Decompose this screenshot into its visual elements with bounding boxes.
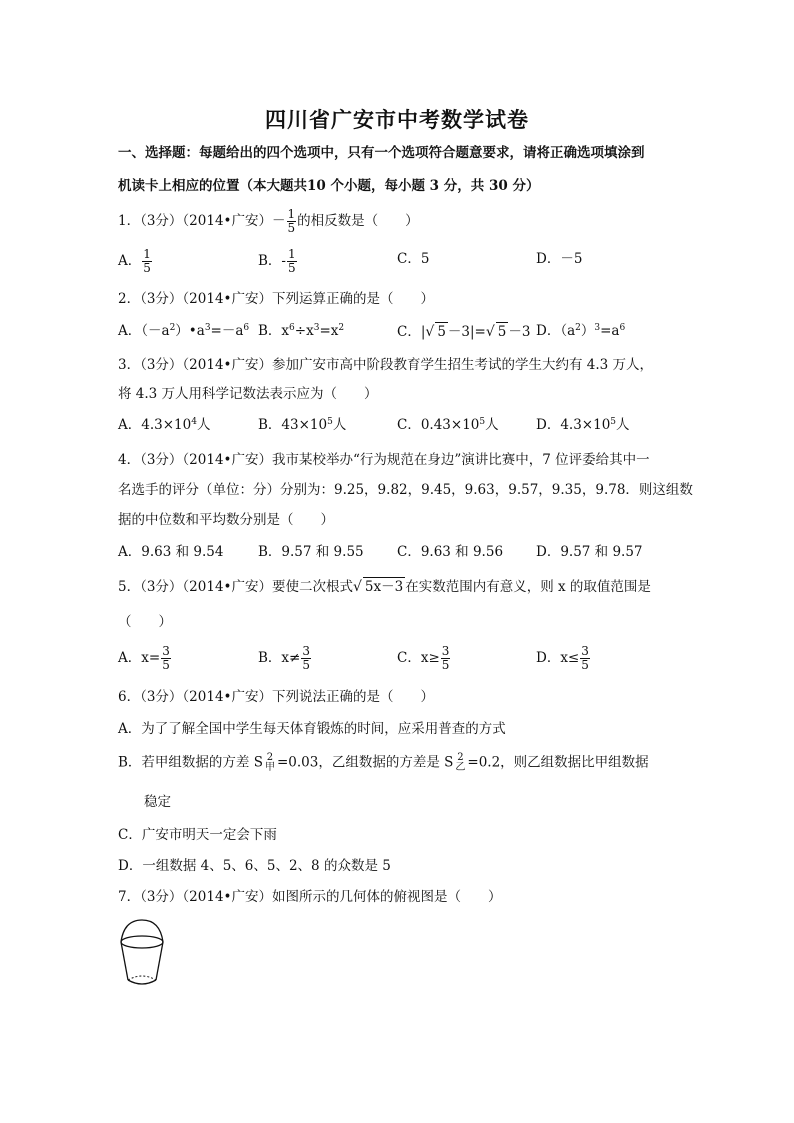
question-3-stem-line-1: 3．（3分）（2014•广安）参加广安市高中阶段教育学生招生考试的学生大约有 4.3 万人， <box>118 357 654 373</box>
q1-fraction-den: 5 <box>287 221 296 235</box>
figure-bottom-front <box>128 980 156 984</box>
q5-c-den: 5 <box>441 658 450 672</box>
q1-prefix: 1．（3分）（2014•广安）－ <box>118 213 286 229</box>
q1-fraction <box>287 208 297 235</box>
question-3-stem-line-2: 将 4.3 万人用科学记数法表示应为（ ） <box>118 386 378 402</box>
q5-b-fraction <box>301 645 311 672</box>
q2-a-text3: =－a <box>210 323 244 339</box>
q3-c-text: C．0.43×10 <box>397 417 480 433</box>
q3-b-exp: 5 <box>327 417 333 427</box>
q2-d-sup2: 3 <box>594 323 601 333</box>
q6-option-d[interactable]: D．一组数据 4、5、6、5、2、8 的众数是 5 <box>118 858 391 874</box>
page-title: 四川省广安市中考数学试卷 <box>265 107 529 132</box>
q2-d-text1: D．（a <box>536 323 576 339</box>
q6-b-sub1: 甲 <box>264 762 275 773</box>
q3-option-b[interactable] <box>258 416 346 434</box>
q1-b-num: 1 <box>287 247 296 261</box>
q1-fraction-num: 1 <box>287 207 296 221</box>
q2-option-b[interactable] <box>258 322 344 340</box>
q2-c-radicand2: 5 <box>497 324 507 340</box>
radical-sign-icon: √ <box>353 579 362 595</box>
question-6-stem: 6．（3分）（2014•广安）下列说法正确的是（ ） <box>118 689 434 705</box>
section-instructions-line-1: 一、选择题：每题给出的四个选项中，只有一个选项符合题意要求，请将正确选项填涂到 <box>118 145 645 161</box>
q2-b-text2: ÷x <box>294 323 314 339</box>
q3-option-c[interactable] <box>397 416 499 434</box>
q1-a-num: 1 <box>143 247 151 261</box>
q6-b-variance-1 <box>265 753 275 773</box>
q2-b-sup1: 6 <box>289 323 295 333</box>
radical-sign-icon: √ <box>425 324 435 340</box>
q6-option-b-line-2: 稳定 <box>144 794 171 810</box>
q6-b-sub2: 乙 <box>455 762 466 773</box>
q3-c-unit: 人 <box>485 417 499 433</box>
q5-b-num: 3 <box>302 644 310 658</box>
q2-c-text1: C．| <box>397 324 426 340</box>
q1-a-fraction <box>142 248 152 275</box>
q3-c-exp: 5 <box>479 417 486 427</box>
q2-a-sup1: 2 <box>169 323 176 333</box>
q1-a-label: A． <box>118 253 142 269</box>
question-4-stem-line-3: 据的中位数和平均数分别是（ ） <box>118 512 334 528</box>
question-5-stem-line-1 <box>118 577 651 596</box>
q5-d-num: 3 <box>581 644 589 658</box>
q5-d-den: 5 <box>581 658 589 672</box>
question-4-stem-line-2: 名选手的评分（单位：分）分别为：9.25，9.82，9.45，9.63，9.57，9.35，9.78．则这组数 <box>118 482 693 498</box>
q5-c-fraction <box>441 645 451 672</box>
q6-b-sup1: 2 <box>266 752 274 763</box>
q5-b-text: B．x≠ <box>258 650 301 666</box>
q4-option-d[interactable]: D．9.57 和 9.57 <box>536 544 643 560</box>
q3-d-unit: 人 <box>616 417 630 433</box>
figure-top-ellipse <box>121 936 163 948</box>
q6-b-text1: B．若甲组数据的方差 S <box>118 754 263 771</box>
q2-b-text1: B．x <box>258 323 290 339</box>
figure-left-edge <box>121 942 128 980</box>
q5-a-fraction <box>161 645 171 672</box>
question-7-stem: 7．（3分）（2014•广安）如图所示的几何体的俯视图是（ ） <box>118 889 502 905</box>
q2-option-c[interactable] <box>397 322 530 341</box>
q5-option-a[interactable] <box>118 645 172 672</box>
q5-c-num: 3 <box>441 644 450 658</box>
q6-b-text3: =0.2，则乙组数据比甲组数据 <box>467 754 649 771</box>
q5-a-num: 3 <box>162 644 170 658</box>
question-2-stem: 2．（3分）（2014•广安）下列运算正确的是（ ） <box>118 291 434 307</box>
q2-b-sup3: 2 <box>338 323 345 333</box>
q5-option-d[interactable] <box>536 645 591 672</box>
figure-arc <box>121 920 163 942</box>
q1-suffix: 的相反数是（ ） <box>297 213 419 229</box>
q2-b-sup2: 3 <box>313 323 320 333</box>
section-instructions-line-2: 机读卡上相应的位置（本大题共10 个小题，每小题 3 分，共 30 分） <box>118 178 540 194</box>
q6-b-text2: =0.03，乙组数据的方差是 S <box>276 754 454 771</box>
q5-suffix: 在实数范围内有意义，则 x 的取值范围是 <box>405 579 651 595</box>
q2-a-sup2: 3 <box>204 323 211 333</box>
q2-c-radicand1: 5 <box>437 324 446 340</box>
q5-d-text: D．x≤ <box>536 650 580 666</box>
q5-a-text: A．x= <box>118 650 161 666</box>
q5-option-b[interactable] <box>258 645 312 672</box>
q6-b-variance-2 <box>455 753 465 773</box>
q5-a-den: 5 <box>162 658 170 672</box>
q1-option-b[interactable] <box>258 248 298 275</box>
q5-radicand: 5x－3 <box>364 579 404 595</box>
q6-option-b[interactable] <box>118 753 649 773</box>
q1-a-den: 5 <box>143 261 151 275</box>
radical-sign-icon: √ <box>485 324 495 340</box>
q2-d-sup3: 6 <box>619 323 626 333</box>
q3-option-d[interactable] <box>536 416 630 434</box>
q3-a-text: A．4.3×10 <box>118 417 192 433</box>
q2-c-text2: －3|= <box>447 324 486 340</box>
q3-a-exp: 4 <box>191 417 197 427</box>
q6-b-sup2: 2 <box>457 752 464 763</box>
q2-option-a[interactable] <box>118 322 249 340</box>
q5-c-text: C．x≥ <box>397 650 440 666</box>
q2-d-text2: ） <box>580 323 595 339</box>
q2-b-text3: =x <box>319 323 339 339</box>
q2-d-sup1: 2 <box>575 323 581 333</box>
q3-d-text: D．4.3×10 <box>536 417 611 433</box>
q4-option-b[interactable]: B．9.57 和 9.55 <box>258 544 364 560</box>
q3-a-unit: 人 <box>196 417 211 433</box>
q3-b-text: B．43×10 <box>258 417 328 433</box>
q2-a-sup3: 6 <box>243 323 250 333</box>
q1-option-d[interactable]: D．－5 <box>536 251 583 267</box>
q4-option-c[interactable]: C．9.63 和 9.56 <box>397 544 504 560</box>
q1-option-c[interactable]: C．5 <box>397 251 430 267</box>
q3-option-a[interactable] <box>118 416 210 434</box>
q2-d-text3: =a <box>600 323 620 339</box>
q5-d-fraction <box>580 645 590 672</box>
q2-a-text2: ）•a <box>175 323 205 339</box>
q6-option-a[interactable]: A．为了了解全国中学生每天体育锻炼的时间，应采用普查的方式 <box>118 721 506 737</box>
q1-b-den: 5 <box>287 261 296 275</box>
q2-option-d[interactable] <box>536 322 625 340</box>
question-1-stem <box>118 208 419 235</box>
q1-option-a[interactable] <box>118 248 153 275</box>
q1-b-label: B．- <box>258 253 286 269</box>
q5-prefix: 5．（3分）（2014•广安）要使二次根式 <box>118 579 353 595</box>
q1-b-fraction <box>287 248 297 275</box>
q5-option-c[interactable] <box>397 645 451 672</box>
question-5-stem-line-2: （ ） <box>118 614 172 630</box>
bucket-solid-figure <box>116 918 168 990</box>
q6-option-c[interactable]: C．广安市明天一定会下雨 <box>118 827 277 843</box>
figure-right-edge <box>156 942 163 980</box>
q2-a-text1: A．（－a <box>118 323 170 339</box>
q3-d-exp: 5 <box>610 417 617 427</box>
q5-b-den: 5 <box>302 658 310 672</box>
figure-bottom-hidden <box>128 976 156 980</box>
q2-c-text3: －3 <box>508 324 531 340</box>
q3-b-unit: 人 <box>332 417 347 433</box>
q4-option-a[interactable]: A．9.63 和 9.54 <box>118 544 224 560</box>
question-4-stem-line-1: 4．（3分）（2014•广安）我市某校举办“行为规范在身边”演讲比赛中，7 位评委给其中一 <box>118 452 650 468</box>
